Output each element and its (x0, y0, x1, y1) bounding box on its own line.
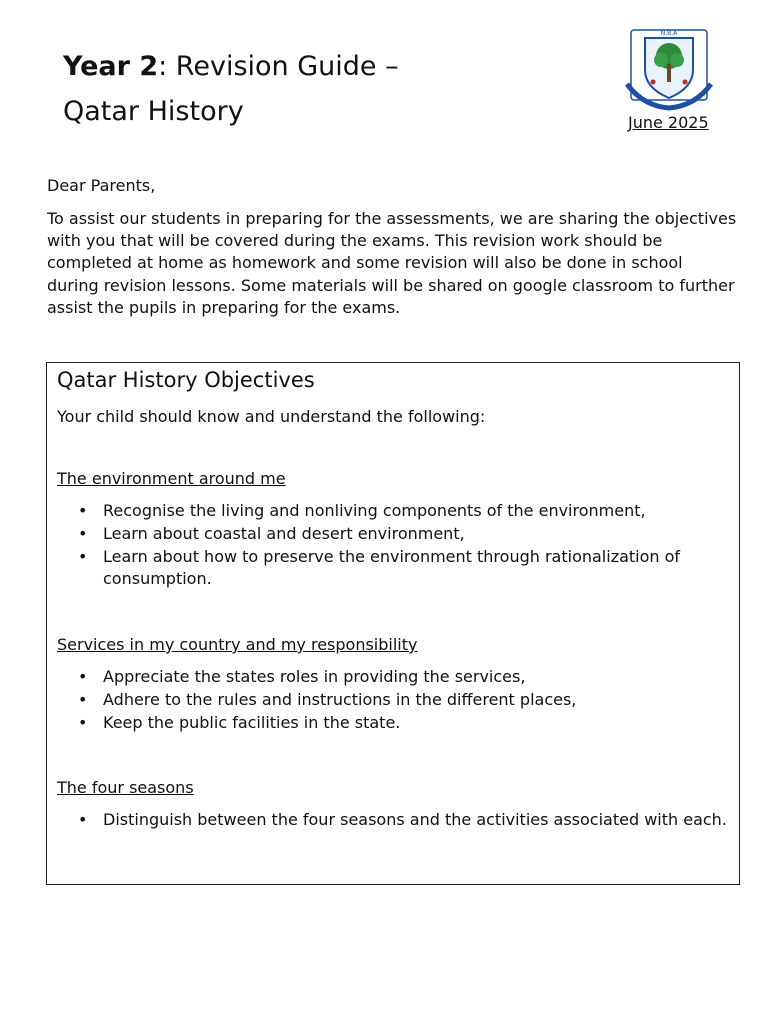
objectives-title: Qatar History Objectives (57, 368, 315, 392)
section-heading: Services in my country and my responsibility (57, 635, 418, 654)
list-item (57, 689, 727, 712)
list-item (57, 712, 727, 735)
objectives-lead: Your child should know and understand the following: (57, 407, 486, 426)
crest-initials: N.B.A (660, 30, 678, 37)
bullet-list (57, 500, 727, 591)
list-item (57, 666, 727, 689)
list-item (57, 809, 727, 832)
tree-crown-left (654, 53, 668, 67)
bullet-icon: • (78, 546, 88, 566)
list-item-text: Adhere to the rules and instructions in the different places, (103, 689, 577, 709)
list-item-text: Appreciate the states roles in providing the services, (103, 667, 526, 686)
bullet-list (57, 666, 727, 734)
tree-trunk (667, 64, 671, 82)
section-services (57, 635, 727, 734)
school-crest-logo (623, 24, 715, 112)
list-item (57, 500, 727, 523)
title-year: Year 2 (63, 51, 159, 82)
letter-greeting: Dear Parents, (47, 176, 156, 195)
objectives-box (46, 362, 740, 885)
section-heading: The environment around me (57, 469, 286, 488)
bullet-icon: • (78, 810, 88, 829)
list-item-text: Recognise the living and nonliving components of the environment, (103, 501, 646, 520)
list-item-text: Distinguish between the four seasons and the activities associated with each. (103, 810, 727, 829)
list-item-text: Keep the public facilities in the state. (103, 712, 401, 732)
list-item-text: Learn about how to preserve the environment through rationalization of consumption. (103, 546, 681, 589)
bullet-icon: • (78, 501, 88, 520)
list-item-text: Learn about coastal and desert environment, (103, 523, 465, 543)
bullet-icon: • (78, 667, 88, 686)
letter-body: To assist our students in preparing for the assessments, we are sharing the objectives with you that will be covered during the exams. This revision work should be completed at home as homework and some revision will also be done in school during revision lessons. Some materials will be shared on google classroom to further assist the pupils in preparing for the exams. (47, 209, 737, 317)
document-title (63, 44, 583, 134)
title-revision-guide: Revision Guide – (167, 51, 399, 82)
bullet-icon: • (78, 712, 88, 732)
date-label: June 2025 (628, 113, 709, 132)
list-item (57, 523, 727, 546)
section-seasons (57, 778, 727, 832)
section-heading: The four seasons (57, 778, 194, 797)
title-colon: : (158, 51, 168, 82)
bullet-icon: • (78, 689, 88, 709)
apple-left-icon (651, 80, 656, 85)
title-line-1 (63, 44, 583, 89)
bullet-list (57, 809, 727, 832)
tree-crown-right (670, 53, 684, 67)
bullet-icon: • (78, 523, 88, 543)
section-environment (57, 469, 727, 591)
title-line-2: Qatar History (63, 96, 244, 127)
list-item (57, 546, 727, 592)
apple-right-icon (683, 80, 688, 85)
